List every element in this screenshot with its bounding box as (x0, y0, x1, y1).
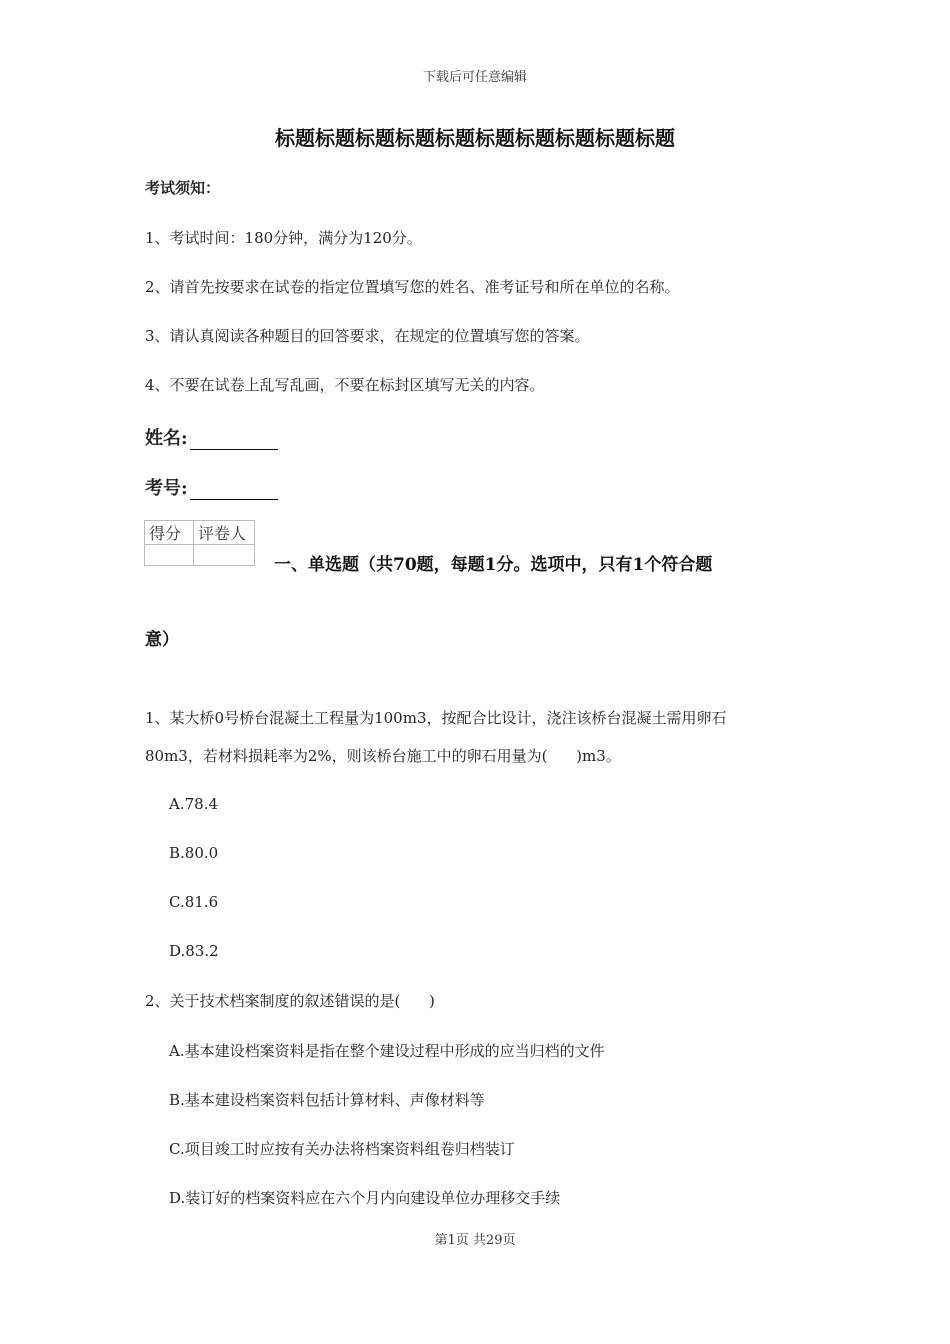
header-note: 下载后可任意编辑 (422, 70, 527, 85)
name-field[interactable] (145, 424, 278, 450)
question-stem: 1、某大桥0号桥台混凝土工程量为100m3，按配合比设计，浇注该桥台混凝土需用卵石 (145, 709, 727, 727)
grader-cell[interactable] (194, 545, 255, 566)
notice-item: 1、考试时间：180分钟，满分为120分。 (145, 229, 422, 247)
section-title-continued: 意） (145, 630, 179, 650)
name-label: 姓名: (145, 428, 188, 449)
option-b[interactable]: B.基本建设档案资料包括计算材料、声像材料等 (169, 1091, 485, 1109)
exam-number-label: 考号: (145, 478, 188, 499)
option-c[interactable]: C.81.6 (169, 893, 219, 911)
notice-item: 4、不要在试卷上乱写乱画，不要在标封区填写无关的内容。 (145, 376, 545, 394)
score-table (144, 520, 255, 566)
page-footer: 第1页 共29页 (434, 1233, 516, 1248)
option-d[interactable]: D.83.2 (169, 942, 219, 960)
option-b[interactable]: B.80.0 (169, 844, 219, 862)
option-a[interactable]: A.78.4 (169, 795, 218, 813)
notice-item: 2、请首先按要求在试卷的指定位置填写您的姓名、准考证号和所在单位的名称。 (145, 278, 680, 296)
question-stem: 80m3，若材料损耗率为2%，则该桥台施工中的卵石用量为( )m3。 (145, 747, 621, 765)
option-c[interactable]: C.项目竣工时应按有关办法将档案资料组卷归档装订 (169, 1140, 515, 1158)
score-header: 得分 (145, 521, 194, 545)
notice-item: 3、请认真阅读各种题目的回答要求，在规定的位置填写您的答案。 (145, 327, 590, 345)
question-stem: 2、关于技术档案制度的叙述错误的是( ) (145, 992, 435, 1010)
name-blank[interactable] (190, 431, 278, 450)
option-d[interactable]: D.装订好的档案资料应在六个月内向建设单位办理移交手续 (169, 1189, 561, 1207)
section-title: 一、单选题（共70题，每题1分。选项中，只有1个符合题 (274, 555, 713, 575)
notice-heading: 考试须知： (145, 179, 221, 197)
exam-number-blank[interactable] (190, 481, 278, 500)
score-cell[interactable] (145, 545, 194, 566)
grader-header: 评卷人 (194, 521, 255, 545)
exam-number-field[interactable] (145, 474, 278, 500)
page-title: 标题标题标题标题标题标题标题标题标题标题 (275, 126, 675, 150)
option-a[interactable]: A.基本建设档案资料是指在整个建设过程中形成的应当归档的文件 (169, 1042, 605, 1060)
